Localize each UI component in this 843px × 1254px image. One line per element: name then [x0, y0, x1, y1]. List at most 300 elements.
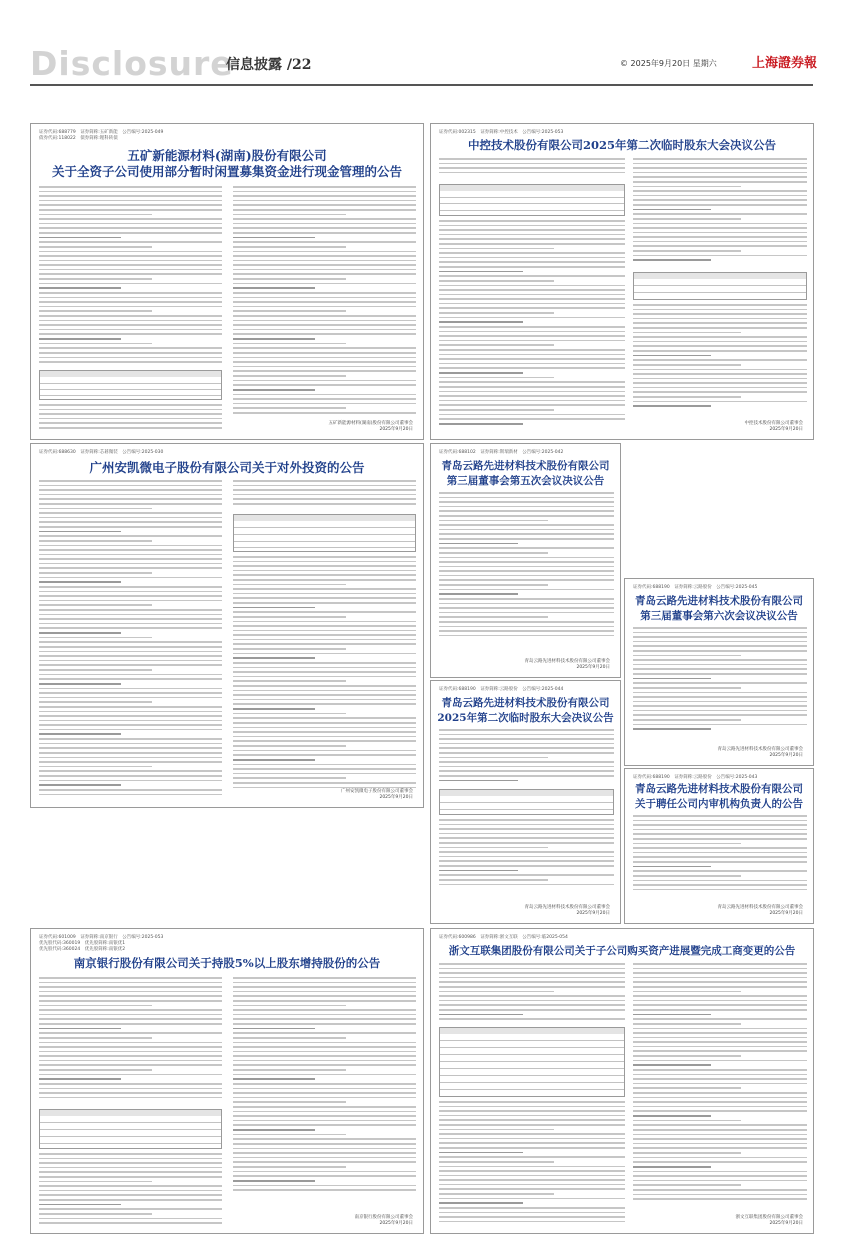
text-line	[233, 986, 416, 988]
text-line	[233, 690, 416, 692]
text-line	[39, 1222, 222, 1224]
text-line	[233, 607, 315, 609]
text-line	[439, 566, 614, 568]
text-line	[39, 977, 222, 979]
text-line	[439, 1014, 523, 1016]
text-line	[233, 991, 416, 993]
text-line	[233, 1189, 416, 1191]
notice-body-left	[439, 158, 625, 180]
text-line	[233, 389, 315, 391]
text-line	[633, 1171, 807, 1173]
text-line	[633, 1106, 807, 1108]
text-line	[439, 349, 625, 351]
text-line	[633, 1143, 807, 1145]
text-line	[439, 303, 625, 305]
text-line	[233, 639, 416, 641]
text-line	[39, 237, 121, 239]
text-line	[39, 508, 152, 510]
text-line	[39, 517, 222, 519]
text-line	[633, 861, 807, 863]
text-line	[39, 595, 222, 597]
text-line	[633, 373, 807, 375]
text-line	[633, 1046, 807, 1048]
text-line	[439, 317, 625, 319]
text-line	[39, 1171, 222, 1173]
text-line	[233, 503, 416, 505]
text-line	[233, 380, 416, 382]
text-line	[439, 1216, 625, 1218]
text-line	[439, 321, 523, 323]
notice-title: 广州安凯微电子股份有限公司关于对外投资的公告	[89, 460, 365, 475]
text-line	[233, 773, 416, 775]
notice-codes: 证券代码:688630 证券简称:芯碁微装 公告编号:2025-030	[39, 450, 164, 455]
notice-title: 南京银行股份有限公司关于持股5%以上股东增持股份的公告	[73, 956, 381, 970]
text-line	[439, 423, 523, 425]
notice-title: 浙文互联集团股份有限公司关于子公司购买资产进展暨完成工商变更的公告	[448, 945, 796, 957]
text-line	[39, 789, 222, 791]
text-line	[439, 603, 614, 605]
text-line	[439, 543, 518, 545]
text-line	[439, 1198, 625, 1200]
text-line	[633, 696, 807, 698]
text-line	[439, 847, 548, 849]
text-line	[633, 963, 807, 965]
text-line	[39, 1181, 152, 1183]
text-line	[233, 246, 346, 248]
text-line	[233, 1097, 416, 1099]
text-line	[439, 261, 625, 263]
text-line	[633, 991, 741, 993]
text-line	[439, 358, 625, 360]
text-line	[439, 386, 625, 388]
text-line	[233, 209, 416, 211]
text-line	[439, 833, 614, 835]
text-line	[39, 609, 222, 611]
text-line	[633, 336, 807, 338]
text-line	[39, 1000, 222, 1002]
text-line	[233, 759, 315, 761]
text-line	[233, 1018, 416, 1020]
text-line	[233, 1129, 315, 1131]
notice-signature: 青岛云路先进材料技术股份有限公司董事会 2025年9月20日	[717, 905, 803, 916]
notice-body-left-2	[39, 404, 222, 436]
text-line	[633, 1028, 807, 1030]
text-line	[439, 1184, 625, 1186]
text-line	[633, 181, 807, 183]
text-line	[633, 250, 741, 252]
text-line	[39, 655, 222, 657]
text-line	[633, 378, 807, 380]
text-line	[233, 1171, 416, 1173]
text-line	[439, 963, 625, 965]
text-line	[39, 1074, 222, 1076]
text-line	[439, 616, 548, 618]
notice-body-left-2	[39, 1153, 222, 1227]
text-line	[39, 563, 222, 565]
text-line	[39, 692, 222, 694]
text-line	[39, 283, 222, 285]
text-line	[439, 271, 523, 273]
text-line	[39, 306, 222, 308]
text-line	[39, 688, 222, 690]
text-line	[439, 377, 554, 379]
text-line	[233, 218, 416, 220]
text-line	[39, 343, 152, 345]
text-line	[439, 275, 625, 277]
text-line	[633, 875, 741, 877]
text-line	[633, 396, 741, 398]
text-line	[39, 1005, 152, 1007]
text-line	[233, 412, 416, 414]
text-line	[233, 1046, 416, 1048]
notice-body	[633, 815, 807, 897]
text-line	[233, 1092, 416, 1094]
text-line	[39, 600, 222, 602]
text-line	[633, 1184, 741, 1186]
text-line	[439, 158, 625, 160]
text-line	[233, 1000, 416, 1002]
text-line	[39, 752, 222, 754]
notice-codes: 证券代码:688779 证券简称:五矿新能 公告编号:2025-049 债券代码:118022 债券简称:锂科转债	[39, 130, 164, 141]
text-line	[39, 200, 222, 202]
text-line	[39, 422, 222, 424]
text-line	[39, 1037, 152, 1039]
text-line	[233, 731, 416, 733]
text-line	[39, 338, 121, 340]
text-line	[39, 1078, 121, 1080]
text-line	[439, 248, 554, 250]
notice-title-line2: 关于全资子公司使用部分暂时闲置募集资金进行现金管理的公告	[51, 164, 402, 179]
text-line	[233, 667, 416, 669]
text-line	[633, 313, 807, 315]
text-line	[233, 694, 416, 696]
text-line	[439, 391, 625, 393]
text-line	[233, 648, 346, 650]
text-line	[633, 259, 711, 261]
notice-body-right	[633, 963, 807, 1203]
text-line	[439, 163, 625, 165]
notice-body-right	[233, 977, 416, 1197]
text-line	[633, 341, 807, 343]
text-line	[233, 1069, 346, 1071]
text-line	[233, 722, 416, 724]
text-line	[633, 227, 807, 229]
text-line	[439, 819, 614, 821]
text-line	[439, 409, 554, 411]
text-line	[39, 651, 222, 653]
text-line	[633, 1064, 711, 1066]
text-line	[633, 1004, 807, 1006]
text-line	[39, 586, 222, 588]
text-line	[439, 515, 614, 517]
masthead	[0, 0, 843, 96]
text-line	[39, 1069, 152, 1071]
notice-body-right	[233, 480, 416, 510]
text-line	[233, 611, 416, 613]
text-line	[633, 1180, 807, 1182]
text-line	[39, 757, 222, 759]
text-line	[439, 225, 625, 227]
text-line	[39, 1032, 222, 1034]
notice-body-left	[39, 480, 222, 798]
text-line	[39, 581, 121, 583]
text-line	[439, 354, 625, 356]
notice-zhongkong	[430, 123, 814, 440]
text-line	[39, 664, 222, 666]
notice-nanjing-bank	[30, 928, 424, 1234]
text-line	[39, 361, 222, 363]
text-line	[39, 701, 152, 703]
notice-body	[633, 627, 807, 735]
text-line	[233, 485, 416, 487]
text-line	[233, 278, 346, 280]
text-line	[233, 333, 416, 335]
text-line	[633, 387, 807, 389]
text-line	[439, 1000, 625, 1002]
text-line	[233, 1106, 416, 1108]
text-line	[233, 982, 416, 984]
text-line	[39, 729, 222, 731]
text-line	[39, 315, 222, 317]
text-line	[39, 572, 152, 574]
text-line	[439, 538, 614, 540]
text-line	[233, 251, 416, 253]
text-line	[633, 199, 807, 201]
text-line	[633, 829, 807, 831]
text-line	[233, 680, 346, 682]
text-line	[233, 1005, 346, 1007]
text-line	[233, 297, 416, 299]
text-line	[439, 238, 625, 240]
text-line	[633, 350, 807, 352]
notice-table	[39, 1109, 222, 1149]
notice-table	[233, 514, 416, 552]
text-line	[633, 190, 807, 192]
text-line	[633, 1189, 807, 1191]
text-line	[233, 1138, 416, 1140]
notice-signature: 青岛云路先进材料技术股份有限公司董事会 2025年9月20日	[717, 747, 803, 758]
text-line	[233, 223, 416, 225]
text-line	[39, 503, 222, 505]
text-line	[633, 1157, 807, 1159]
text-line	[439, 761, 614, 763]
text-line	[39, 297, 222, 299]
text-line	[233, 195, 416, 197]
text-line	[39, 646, 222, 648]
text-line	[633, 304, 807, 306]
text-line	[233, 186, 416, 188]
text-line	[233, 260, 416, 262]
text-line	[233, 634, 416, 636]
text-line	[39, 404, 222, 406]
text-line	[233, 310, 346, 312]
text-line	[233, 1023, 416, 1025]
text-line	[39, 413, 222, 415]
text-line	[39, 669, 152, 671]
text-line	[39, 409, 222, 411]
text-line	[39, 494, 222, 496]
text-line	[39, 738, 222, 740]
text-line	[439, 860, 614, 862]
text-line	[439, 289, 625, 291]
notice-yunlu-audit-head	[624, 768, 814, 924]
text-line	[633, 245, 807, 247]
text-line	[233, 1042, 416, 1044]
text-line	[439, 870, 518, 872]
text-line	[39, 678, 222, 680]
text-line	[233, 977, 416, 979]
text-line	[633, 820, 807, 822]
text-line	[233, 657, 315, 659]
text-line	[233, 736, 416, 738]
text-line	[39, 747, 222, 749]
text-line	[39, 418, 222, 420]
text-line	[439, 579, 614, 581]
notice-table	[439, 1027, 625, 1097]
text-line	[439, 884, 614, 886]
text-line	[439, 766, 614, 768]
text-line	[39, 1088, 222, 1090]
text-line	[439, 589, 614, 591]
text-line	[39, 986, 222, 988]
text-line	[633, 1124, 807, 1126]
text-line	[39, 623, 222, 625]
text-line	[439, 561, 614, 563]
text-line	[633, 1129, 807, 1131]
text-line	[233, 556, 416, 558]
text-line	[39, 706, 222, 708]
text-line	[439, 404, 625, 406]
text-line	[439, 363, 625, 365]
text-line	[233, 232, 416, 234]
text-line	[39, 632, 121, 634]
text-line	[439, 729, 614, 731]
section-title: 信息披露 /22	[226, 57, 312, 73]
notice-body-left-2	[439, 1101, 625, 1227]
text-line	[633, 856, 807, 858]
text-line	[233, 1083, 416, 1085]
text-line	[439, 492, 614, 494]
text-line	[633, 724, 807, 726]
text-line	[439, 734, 614, 736]
text-line	[439, 414, 625, 416]
text-line	[633, 1018, 807, 1020]
text-line	[39, 352, 222, 354]
text-line	[233, 653, 416, 655]
text-line	[39, 329, 222, 331]
notice-signature: 中控技术股份有限公司董事会 2025年9月20日	[744, 421, 803, 432]
text-line	[439, 612, 614, 614]
text-line	[633, 1166, 711, 1168]
text-line	[633, 1069, 807, 1071]
text-line	[439, 986, 625, 988]
text-line	[233, 494, 416, 496]
text-line	[233, 394, 416, 396]
text-line	[233, 616, 346, 618]
text-line	[439, 312, 554, 314]
text-line	[439, 743, 614, 745]
text-line	[633, 255, 807, 257]
text-line	[633, 719, 741, 721]
text-line	[39, 195, 222, 197]
text-line	[633, 1078, 807, 1080]
text-line	[439, 626, 614, 628]
notice-codes: 证券代码:688102 证券简称:斯瑞新材 公告编号:2025-042	[439, 450, 564, 455]
text-line	[633, 355, 711, 357]
text-line	[633, 186, 741, 188]
text-line	[233, 191, 416, 193]
text-line	[233, 1185, 416, 1187]
text-line	[633, 1115, 711, 1117]
text-line	[233, 1078, 315, 1080]
text-line	[633, 645, 807, 647]
text-line	[633, 1000, 807, 1002]
text-line	[633, 318, 807, 320]
notice-title-line2: 2025年第二次临时股东大会决议公告	[437, 712, 614, 724]
header-rule	[30, 84, 813, 86]
text-line	[233, 777, 346, 779]
text-line	[633, 1110, 807, 1112]
text-line	[39, 577, 222, 579]
text-line	[633, 204, 807, 206]
text-line	[233, 708, 315, 710]
text-line	[39, 512, 222, 514]
text-line	[439, 520, 548, 522]
text-line	[233, 357, 416, 359]
text-line	[439, 972, 625, 974]
text-line	[233, 782, 416, 784]
notice-signature: 五矿新能源材料(湖南)股份有限公司董事会 2025年9月20日	[328, 421, 413, 432]
text-line	[39, 269, 222, 271]
text-line	[439, 243, 625, 245]
text-line	[439, 1170, 625, 1172]
text-line	[439, 977, 625, 979]
text-line	[439, 285, 625, 287]
text-line	[233, 574, 416, 576]
text-line	[233, 407, 346, 409]
text-line	[233, 787, 416, 789]
text-line	[39, 251, 222, 253]
text-line	[39, 784, 121, 786]
text-line	[233, 352, 416, 354]
text-line	[633, 364, 741, 366]
notice-signature: 广州安凯微电子股份有限公司董事会 2025年9月20日	[341, 789, 413, 800]
notice-signature: 青岛云路先进材料技术股份有限公司董事会 2025年9月20日	[524, 659, 610, 670]
text-line	[439, 1212, 625, 1214]
text-line	[633, 815, 807, 817]
text-line	[633, 1074, 807, 1076]
text-line	[233, 1152, 416, 1154]
text-line	[39, 227, 222, 229]
text-line	[233, 398, 416, 400]
text-line	[439, 775, 614, 777]
notice-title: 青岛云路先进材料技术股份有限公司	[441, 460, 610, 472]
text-line	[633, 884, 807, 886]
text-line	[633, 218, 741, 220]
text-line	[633, 332, 741, 334]
text-line	[233, 324, 416, 326]
text-line	[633, 223, 807, 225]
text-line	[233, 588, 416, 590]
text-line	[633, 163, 807, 165]
text-line	[233, 1120, 416, 1122]
text-line	[39, 775, 222, 777]
text-line	[439, 335, 625, 337]
text-line	[39, 485, 222, 487]
text-line	[633, 701, 807, 703]
text-line	[633, 838, 807, 840]
text-line	[233, 283, 416, 285]
